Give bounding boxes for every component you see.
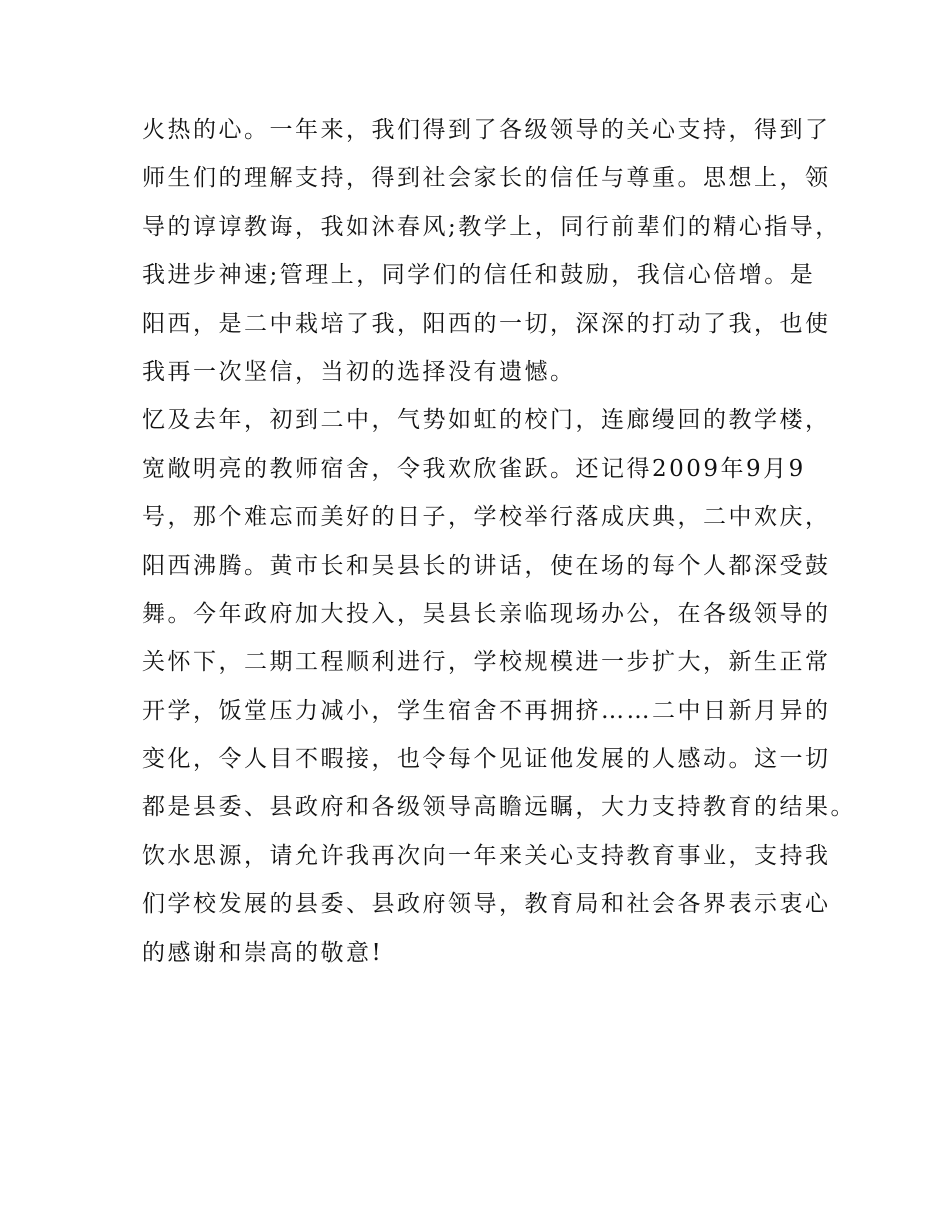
text-line: 阳西沸腾。黄市长和吴县长的讲话，使在场的每个人都深受鼓 bbox=[142, 552, 831, 579]
text-line: 忆及去年，初到二中，气势如虹的校门，连廊缦回的教学楼， bbox=[142, 407, 831, 434]
text-line: 舞。今年政府加大投入，吴县长亲临现场办公，在各级领导的 bbox=[142, 600, 831, 627]
text-line: 开学，饭堂压力减小，学生宿舍不再拥挤……二中日新月异的 bbox=[142, 697, 831, 724]
text-line: 我再一次坚信，当初的选择没有遗憾。 bbox=[142, 358, 576, 385]
text-line: 师生们的理解支持，得到社会家长的信任与尊重。思想上，领 bbox=[142, 165, 831, 192]
text-line: 我进步神速;管理上，同学们的信任和鼓励，我信心倍增。是 bbox=[142, 262, 816, 289]
text-line: 都是县委、县政府和各级领导高瞻远瞩，大力支持教育的结果。 bbox=[142, 794, 856, 821]
text-line: 关怀下，二期工程顺利进行，学校规模进一步扩大，新生正常 bbox=[142, 649, 831, 676]
body-text bbox=[142, 106, 856, 977]
text-line: 阳西，是二中栽培了我，阳西的一切，深深的打动了我，也使 bbox=[142, 310, 831, 337]
text-line: 变化，令人目不暇接，也令每个见证他发展的人感动。这一切 bbox=[142, 746, 831, 773]
text-line: 饮水思源，请允许我再次向一年来关心支持教育事业，支持我 bbox=[142, 842, 831, 869]
text-line: 宽敞明亮的教师宿舍，令我欢欣雀跃。还记得2009年9月9 bbox=[142, 455, 806, 482]
text-line: 导的谆谆教诲，我如沐春风;教学上，同行前辈们的精心指导， bbox=[142, 213, 841, 240]
text-line: 的感谢和崇高的敬意! bbox=[142, 939, 384, 966]
text-line: 火热的心。一年来，我们得到了各级领导的关心支持，得到了 bbox=[142, 117, 831, 143]
text-line: 们学校发展的县委、县政府领导，教育局和社会各界表示衷心 bbox=[142, 891, 831, 918]
text-line: 号，那个难忘而美好的日子，学校举行落成庆典，二中欢庆， bbox=[142, 504, 831, 531]
